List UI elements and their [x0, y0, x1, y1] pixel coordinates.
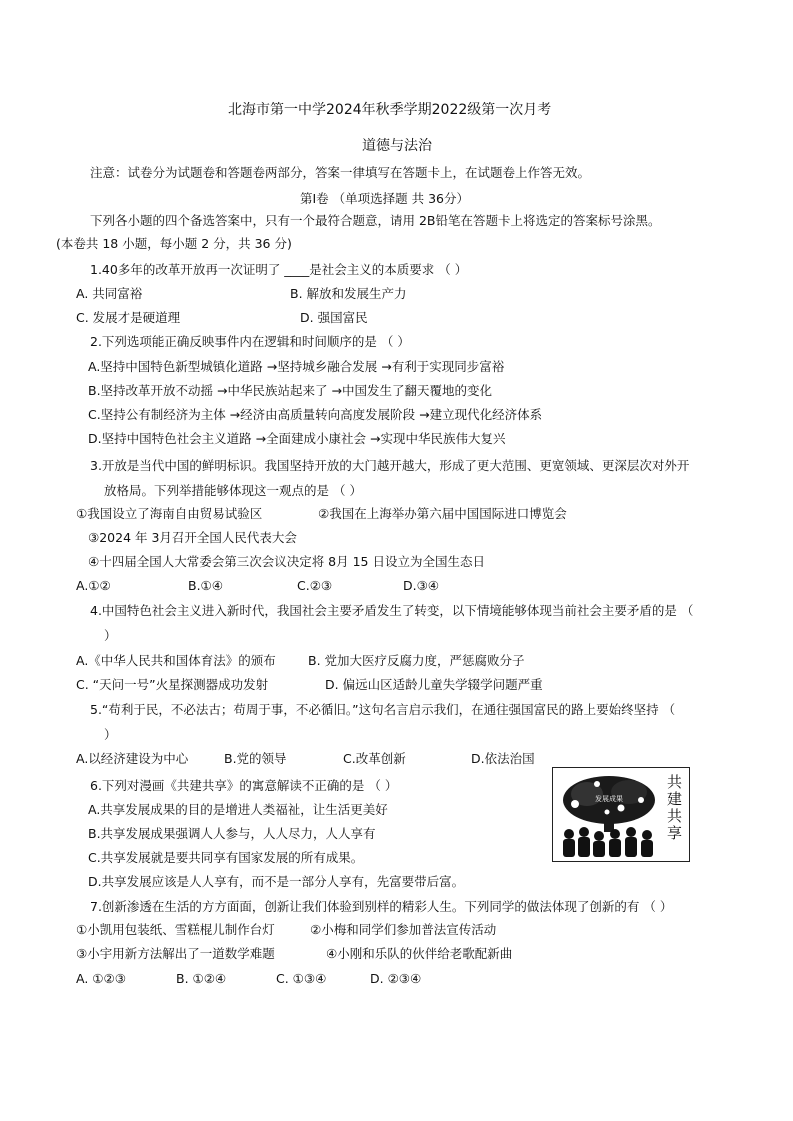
q4-stem-line-2: ） [104, 628, 117, 643]
q4-option-a: A.《中华人民共和国体育法》的颁布 [76, 653, 276, 668]
q7-stem: 7.创新渗透在生活的方方面面，创新让我们体验到别样的精彩人生。下列同学的做法体现了创新的有 （ ） [90, 899, 673, 914]
q2-option-b: B.坚持改革开放不动摇 →中华民族站起来了 →中国发生了翻天覆地的变化 [88, 383, 492, 398]
q3-option-d: D.③④ [403, 578, 440, 593]
q5-option-a: A.以经济建设为中心 [76, 751, 189, 766]
q1-stem: 1.40多年的改革开放再一次证明了 ____是社会主义的本质要求 （ ） [90, 262, 468, 277]
q6-stem: 6.下列对漫画《共建共享》的寓意解读不正确的是 （ ） [90, 778, 398, 793]
q7-statement-1: ①小凯用包装纸、雪糕棍儿制作台灯 [76, 922, 275, 937]
q5-option-b: B.党的领导 [224, 751, 287, 766]
q6-option-a: A.共享发展成果的目的是增进人类福祉，让生活更美好 [88, 802, 388, 817]
q7-option-b: B. ①②④ [176, 971, 227, 986]
q5-option-d: D.依法治国 [471, 751, 535, 766]
q1-option-a: A. 共同富裕 [76, 286, 143, 301]
q6-option-d: D.共享发展应该是人人享有，而不是一部分人享有，先富要带后富。 [88, 874, 465, 889]
instruction-line-1: 下列各小题的四个备选答案中，只有一个最符合题意，请用 2B铅笔在答题卡上将选定的答案标号涂黑。 [90, 213, 661, 228]
tree-label: 发展成果 [595, 795, 623, 803]
q3-option-b: B.①④ [188, 578, 223, 593]
instruction-line-2: (本卷共 18 小题，每小题 2 分，共 36 分) [56, 236, 292, 251]
q6-option-c: C.共享发展就是要共同享有国家发展的所有成果。 [88, 850, 364, 865]
q1-option-d: D. 强国富民 [300, 310, 368, 325]
q4-stem-line-1: 4.中国特色社会主义进入新时代，我国社会主要矛盾发生了转变，以下情境能够体现当前社会主要矛盾的是 （ [90, 603, 694, 618]
q5-stem-line-1: 5.“苟利于民，不必法古；苟周于事，不必循旧。”这句名言启示我们，在通往强国富民的路上要始终坚持 （ [90, 702, 676, 717]
q3-option-c: C.②③ [297, 578, 333, 593]
q3-statement-1: ①我国设立了海南自由贸易试验区 [76, 506, 263, 521]
q7-statement-4: ④小刚和乐队的伙伴给老歌配新曲 [326, 946, 513, 961]
q2-option-d: D.坚持中国特色社会主义道路 →全面建成小康社会 →实现中华民族伟大复兴 [88, 431, 506, 446]
subject-title: 道德与法治 [362, 138, 432, 154]
q7-option-c: C. ①③④ [276, 971, 327, 986]
cartoon-caption: 共建共享 [665, 774, 683, 842]
exam-title: 北海市第一中学2024年秋季学期2022级第一次月考 [228, 102, 552, 118]
q2-option-c: C.坚持公有制经济为主体 →经济由高质量转向高度发展阶段 →建立现代化经济体系 [88, 407, 543, 422]
exam-notice: 注意：试卷分为试题卷和答题卷两部分，答案一律填写在答题卡上，在试题卷上作答无效。 [90, 165, 591, 180]
q5-option-c: C.改革创新 [343, 751, 406, 766]
q3-stem-line-1: 3.开放是当代中国的鲜明标识。我国坚持开放的大门越开越大，形成了更大范围、更宽领域、更深层次对外开 [90, 458, 690, 473]
q4-option-d: D. 偏远山区适龄儿童失学辍学问题严重 [325, 677, 543, 692]
q2-stem: 2.下列选项能正确反映事件内在逻辑和时间顺序的是 （ ） [90, 334, 410, 349]
q1-option-c: C. 发展才是硬道理 [76, 310, 181, 325]
q2-option-a: A.坚持中国特色新型城镇化道路 →坚持城乡融合发展 →有利于实现同步富裕 [88, 359, 505, 374]
q7-statement-2: ②小梅和同学们参加普法宣传活动 [310, 922, 497, 937]
q7-option-a: A. ①②③ [76, 971, 126, 986]
q7-option-d: D. ②③④ [370, 971, 422, 986]
q4-option-b: B. 党加大医疗反腐力度，严惩腐败分子 [308, 653, 525, 668]
q1-option-b: B. 解放和发展生产力 [290, 286, 407, 301]
q6-option-b: B.共享发展成果强调人人参与，人人尽力，人人享有 [88, 826, 376, 841]
q3-statement-2: ②我国在上海举办第六届中国国际进口博览会 [318, 506, 567, 521]
cartoon-illustration [552, 767, 690, 862]
q7-statement-3: ③小宇用新方法解出了一道数学难题 [76, 946, 275, 961]
q3-statement-4: ④十四届全国人大常委会第三次会议决定将 8月 15 日设立为全国生态日 [88, 554, 485, 569]
q3-statement-3: ③2024 年 3月召开全国人民代表大会 [88, 530, 297, 545]
q3-option-a: A.①② [76, 578, 111, 593]
q4-option-c: C. “天问一号”火星探测器成功发射 [76, 677, 269, 692]
q5-stem-line-2: ） [104, 727, 117, 742]
crowd-under-tree-icon [557, 770, 661, 860]
section-heading: 第Ⅰ卷 （单项选择题 共 36分） [300, 191, 470, 206]
q3-stem-line-2: 放格局。下列举措能够体现这一观点的是 （ ） [104, 483, 362, 498]
